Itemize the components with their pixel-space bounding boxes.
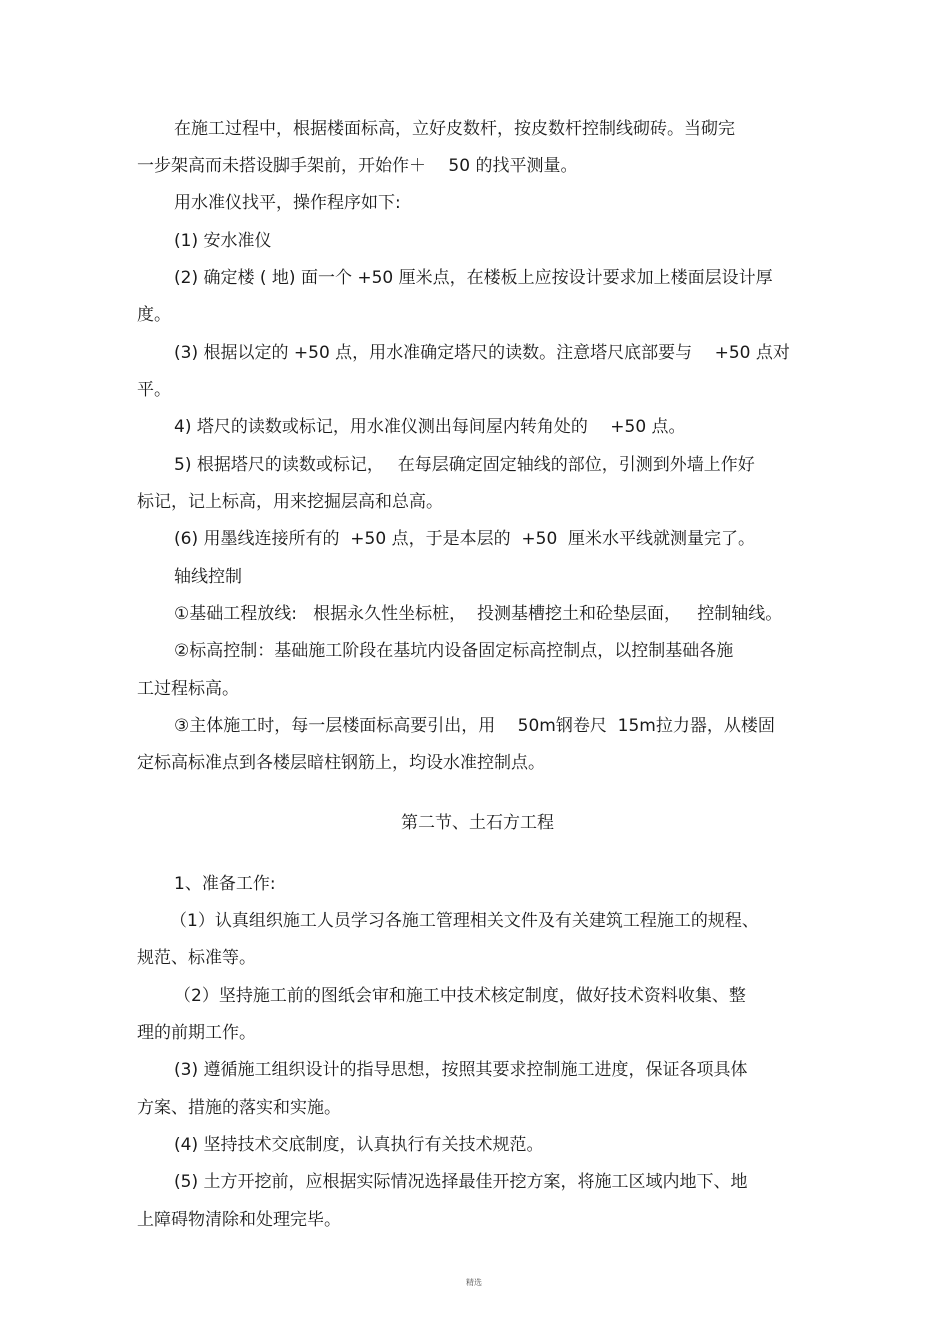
paragraph-line: (2) 确定楼 ( 地) 面一个 +50 厘米点，在楼板上应按设计要求加上楼面层设计厚: [174, 268, 773, 288]
paragraph-line: 规范、标准等。: [137, 948, 256, 968]
paragraph-line: 理的前期工作。: [137, 1023, 256, 1043]
paragraph-line: (4) 坚持技术交底制度，认真执行有关技术规范。: [174, 1135, 544, 1155]
paragraph-line: 5) 根据塔尺的读数或标记， 在每层确定固定轴线的部位，引测到外墙上作好: [174, 455, 755, 475]
paragraph-line: (3) 根据以定的 +50 点，用水准确定塔尺的读数。注意塔尺底部要与 +50 点对: [174, 343, 790, 363]
paragraph-line: 用水准仪找平，操作程序如下:: [174, 193, 401, 213]
paragraph-line: 方案、措施的落实和实施。: [137, 1098, 341, 1118]
paragraph-line: 工过程标高。: [137, 679, 239, 699]
paragraph-line: 标记，记上标高，用来挖掘层高和总高。: [137, 492, 443, 512]
paragraph-line: 度。: [137, 305, 171, 325]
paragraph-line: (5) 土方开挖前，应根据实际情况选择最佳开挖方案，将施工区域内地下、地: [174, 1172, 748, 1192]
paragraph-line: (6) 用墨线连接所有的 +50 点，于是本层的 +50 厘米水平线就测量完了。: [174, 529, 756, 549]
paragraph-line: ①基础工程放线: 根据永久性坐标桩， 投测基槽挖土和砼垫层面， 控制轴线。: [174, 604, 783, 624]
paragraph-line: 1、准备工作:: [174, 874, 276, 894]
paragraph-line: 4) 塔尺的读数或标记，用水准仪测出每间屋内转角处的 +50 点。: [174, 417, 686, 437]
paragraph-line: ③主体施工时，每一层楼面标高要引出，用 50m钢卷尺 15m拉力器，从楼固: [174, 716, 775, 736]
paragraph-line: 一步架高而未搭设脚手架前，开始作＋ 50 的找平测量。: [137, 156, 578, 176]
paragraph-line: (3) 遵循施工组织设计的指导思想，按照其要求控制施工进度，保证各项具体: [174, 1060, 748, 1080]
paragraph-line: 定标高标准点到各楼层暗柱钢筋上，均设水准控制点。: [137, 753, 545, 773]
section-title: 第二节、土石方工程: [401, 813, 554, 833]
paragraph-line: 上障碍物清除和处理完毕。: [137, 1210, 341, 1230]
paragraph-line: 轴线控制: [174, 567, 242, 587]
paragraph-line: (1) 安水准仪: [174, 231, 272, 251]
paragraph-line: ②标高控制：基础施工阶段在基坑内设备固定标高控制点，以控制基础各施: [174, 641, 734, 661]
paragraph-line: （1）认真组织施工人员学习各施工管理相关文件及有关建筑工程施工的规程、: [170, 911, 759, 931]
paragraph-line: 平。: [137, 380, 171, 400]
paragraph-line: （2）坚持施工前的图纸会审和施工中技术核定制度，做好技术资料收集、整: [174, 986, 746, 1006]
paragraph-line: 在施工过程中，根据楼面标高，立好皮数杆，按皮数杆控制线砌砖。当砌完: [174, 119, 735, 139]
page-footer: 精选: [466, 1278, 482, 1287]
